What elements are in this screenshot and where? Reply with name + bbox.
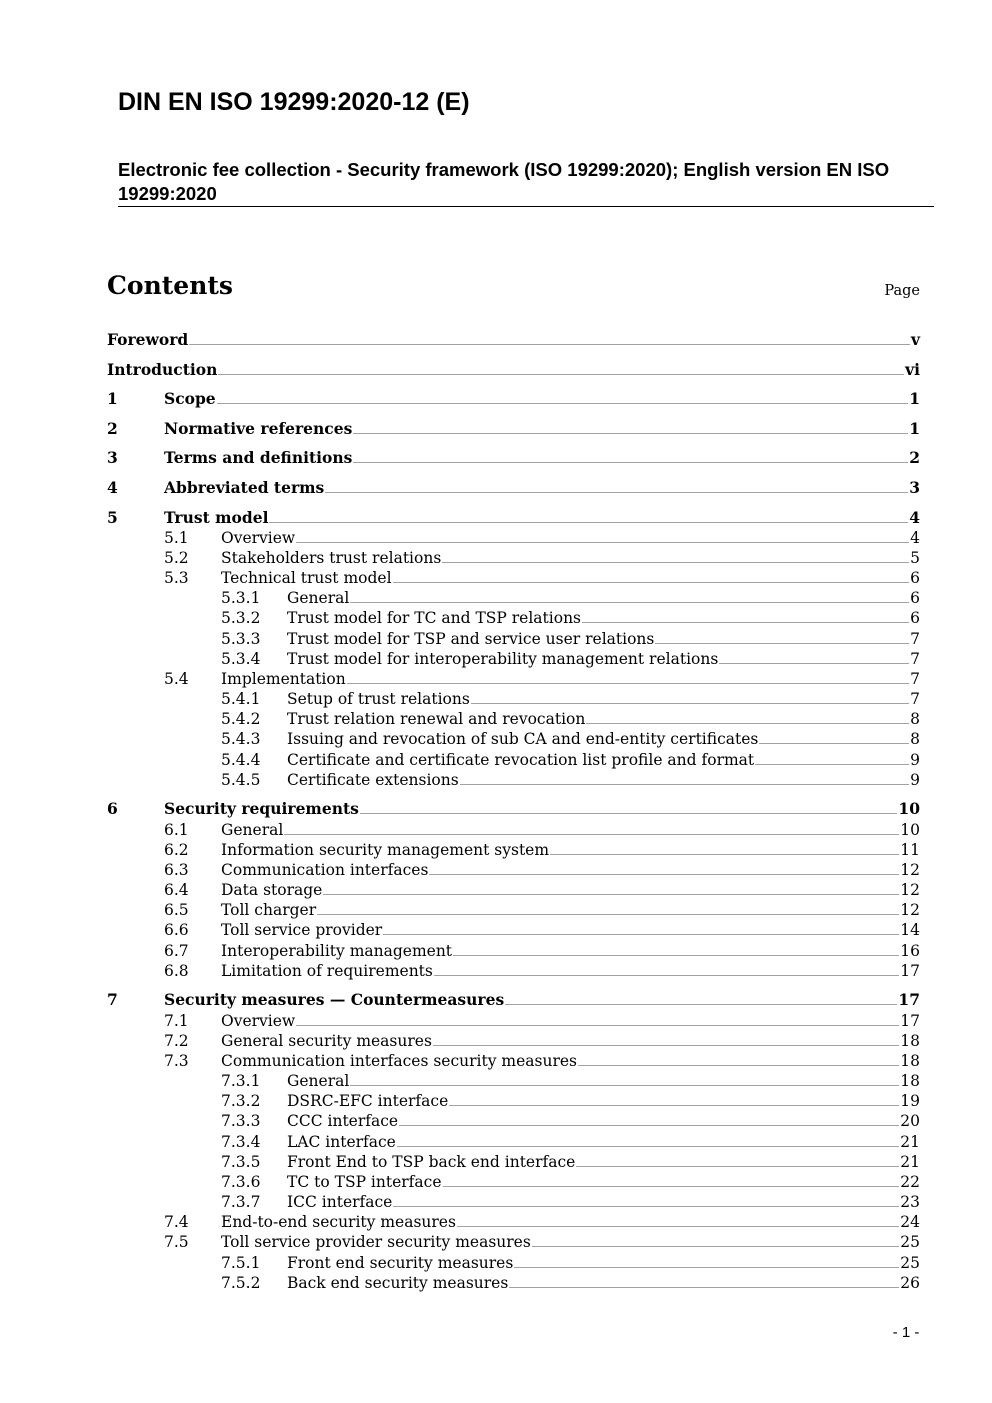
- toc-dot-leader: [218, 374, 904, 375]
- toc-entry-title: Toll charger: [221, 901, 317, 919]
- toc-dot-leader: [353, 433, 908, 434]
- toc-section-number: 7.4: [164, 1213, 189, 1231]
- toc-entry-title: Communication interfaces: [221, 861, 429, 879]
- toc-entry-title: Issuing and revocation of sub CA and end-entity certificates: [287, 730, 759, 748]
- toc-page-number: 8: [910, 730, 920, 748]
- toc-entry[interactable]: [0, 1232, 992, 1252]
- toc-entry[interactable]: [0, 1253, 992, 1273]
- toc-entry-title: DSRC-EFC interface: [287, 1092, 449, 1110]
- toc-page-number: 19: [900, 1092, 920, 1110]
- toc-entry[interactable]: [0, 389, 992, 409]
- toc-section-number: 6.1: [164, 821, 189, 839]
- toc-page-number: 1: [909, 419, 920, 438]
- toc-entry-title: Trust model for interoperability management relations: [287, 650, 719, 668]
- toc-entry-title: Technical trust model: [221, 569, 392, 587]
- toc-page-number: 12: [900, 901, 920, 919]
- page-column-label: Page: [884, 283, 920, 299]
- toc-entry-title: Security requirements: [164, 799, 359, 818]
- toc-entry[interactable]: [0, 629, 992, 649]
- toc-entry[interactable]: [0, 548, 992, 568]
- toc-entry[interactable]: [0, 1011, 992, 1031]
- toc-entry[interactable]: [0, 478, 992, 498]
- toc-dot-leader: [397, 1146, 899, 1147]
- toc-dot-leader: [434, 975, 899, 976]
- toc-page-number: 24: [900, 1213, 920, 1231]
- toc-entry-title: Setup of trust relations: [287, 690, 470, 708]
- toc-page-number: 7: [910, 690, 920, 708]
- toc-page-number: 22: [900, 1173, 920, 1191]
- page-number: - 1 -: [892, 1324, 920, 1341]
- toc-section-number: 5.3.3: [221, 630, 261, 648]
- toc-entry[interactable]: [0, 360, 992, 380]
- toc-section-number: 7.3.1: [221, 1072, 261, 1090]
- toc-section-number: 7.1: [164, 1012, 189, 1030]
- toc-dot-leader: [759, 743, 909, 744]
- toc-section-number: 7.5: [164, 1233, 189, 1251]
- toc-dot-leader: [353, 462, 908, 463]
- toc-page-number: 18: [900, 1072, 920, 1090]
- toc-entry[interactable]: [0, 1192, 992, 1212]
- toc-section-number: 1: [107, 389, 118, 408]
- toc-page-number: v: [910, 330, 920, 349]
- toc-entry-title: LAC interface: [287, 1133, 396, 1151]
- toc-entry[interactable]: [0, 1273, 992, 1293]
- toc-page-number: 20: [900, 1112, 920, 1130]
- toc-dot-leader: [578, 1065, 899, 1066]
- toc-entry[interactable]: [0, 961, 992, 981]
- toc-dot-leader: [443, 1186, 900, 1187]
- toc-entry[interactable]: [0, 1111, 992, 1131]
- toc-dot-leader: [755, 764, 909, 765]
- toc-section-number: 5.4.2: [221, 710, 261, 728]
- toc-section-number: 7.3: [164, 1052, 189, 1070]
- toc-entry[interactable]: [0, 508, 992, 528]
- toc-section-number: 5.4.5: [221, 771, 261, 789]
- toc-section-number: 7.3.2: [221, 1092, 261, 1110]
- toc-entry-title: End-to-end security measures: [221, 1213, 456, 1231]
- toc-entry-title: TC to TSP interface: [287, 1173, 442, 1191]
- toc-entry-title: Implementation: [221, 670, 346, 688]
- toc-page-number: 17: [900, 962, 920, 980]
- toc-entry-title: General: [287, 589, 350, 607]
- toc-dot-leader: [505, 1004, 897, 1005]
- toc-dot-leader: [576, 1166, 899, 1167]
- toc-entry-title: Terms and definitions: [164, 448, 353, 467]
- toc-dot-leader: [325, 492, 908, 493]
- toc-dot-leader: [433, 1045, 899, 1046]
- toc-entry[interactable]: [0, 649, 992, 669]
- toc-page-number: 7: [910, 670, 920, 688]
- toc-dot-leader: [457, 1226, 899, 1227]
- toc-entry-title: Limitation of requirements: [221, 962, 433, 980]
- toc-entry-title: Certificate and certificate revocation list profile and format: [287, 751, 755, 769]
- toc-dot-leader: [460, 784, 909, 785]
- toc-dot-leader: [383, 934, 899, 935]
- toc-entry[interactable]: [0, 1132, 992, 1152]
- toc-dot-leader: [471, 703, 909, 704]
- toc-entry-title: Foreword: [107, 330, 189, 349]
- toc-section-number: 7.3.5: [221, 1153, 261, 1171]
- toc-dot-leader: [532, 1246, 899, 1247]
- toc-page-number: 6: [910, 609, 920, 627]
- toc-entry[interactable]: [0, 528, 992, 548]
- toc-page-number: 25: [900, 1233, 920, 1251]
- toc-dot-leader: [453, 955, 899, 956]
- toc-entry-title: Trust model for TC and TSP relations: [287, 609, 582, 627]
- toc-entry-title: Data storage: [221, 881, 323, 899]
- toc-entry-title: Toll service provider security measures: [221, 1233, 531, 1251]
- toc-section-number: 7.2: [164, 1032, 189, 1050]
- toc-section-number: 3: [107, 448, 118, 467]
- toc-entry[interactable]: [0, 799, 992, 819]
- toc-section-number: 7.3.4: [221, 1133, 261, 1151]
- toc-entry-title: Security measures — Countermeasures: [164, 990, 505, 1009]
- toc-page-number: 4: [910, 529, 920, 547]
- toc-dot-leader: [514, 1267, 899, 1268]
- toc-page-number: 4: [909, 508, 920, 527]
- toc-page-number: 10: [900, 821, 920, 839]
- toc-page-number: 23: [900, 1193, 920, 1211]
- toc-page-number: 17: [898, 990, 920, 1009]
- toc-entry[interactable]: [0, 1031, 992, 1051]
- document-id: DIN EN ISO 19299:2020-12 (E): [118, 88, 470, 116]
- toc-entry-title: Toll service provider: [221, 921, 383, 939]
- toc-section-number: 6.2: [164, 841, 189, 859]
- toc-entry-title: Back end security measures: [287, 1274, 509, 1292]
- toc-section-number: 4: [107, 478, 118, 497]
- toc-entry[interactable]: [0, 920, 992, 940]
- toc-dot-leader: [296, 1025, 899, 1026]
- toc-page-number: 25: [900, 1254, 920, 1272]
- toc-page-number: 14: [900, 921, 920, 939]
- toc-entry[interactable]: [0, 1212, 992, 1232]
- toc-dot-leader: [550, 854, 899, 855]
- toc-page-number: 11: [900, 841, 920, 859]
- toc-page-number: 2: [909, 448, 920, 467]
- toc-entry-title: General: [287, 1072, 350, 1090]
- toc-dot-leader: [586, 723, 909, 724]
- toc-dot-leader: [217, 403, 909, 404]
- toc-dot-leader: [296, 542, 909, 543]
- toc-dot-leader: [360, 813, 898, 814]
- toc-entry-title: Front End to TSP back end interface: [287, 1153, 576, 1171]
- toc-entry[interactable]: [0, 689, 992, 709]
- toc-page-number: 6: [910, 589, 920, 607]
- toc-dot-leader: [393, 582, 910, 583]
- toc-section-number: 7.5.2: [221, 1274, 261, 1292]
- toc-dot-leader: [347, 683, 909, 684]
- toc-section-number: 5.3.2: [221, 609, 261, 627]
- toc-entry-title: Scope: [164, 389, 216, 408]
- toc-entry-title: Introduction: [107, 360, 218, 379]
- toc-section-number: 5.3.1: [221, 589, 261, 607]
- toc-page-number: 21: [900, 1153, 920, 1171]
- toc-entry-title: Stakeholders trust relations: [221, 549, 442, 567]
- toc-page-number: 3: [909, 478, 920, 497]
- toc-entry[interactable]: [0, 770, 992, 790]
- toc-dot-leader: [509, 1287, 899, 1288]
- toc-entry[interactable]: [0, 709, 992, 729]
- toc-page-number: 7: [910, 630, 920, 648]
- toc-section-number: 5.3: [164, 569, 189, 587]
- toc-page-number: 26: [900, 1274, 920, 1292]
- toc-section-number: 5.4: [164, 670, 189, 688]
- toc-entry[interactable]: [0, 1051, 992, 1071]
- toc-page-number: 9: [910, 751, 920, 769]
- toc-page-number: 12: [900, 861, 920, 879]
- toc-page-number: 5: [910, 549, 920, 567]
- toc-dot-leader: [582, 622, 909, 623]
- toc-dot-leader: [429, 874, 899, 875]
- toc-page-number: 8: [910, 710, 920, 728]
- toc-section-number: 6.3: [164, 861, 189, 879]
- toc-dot-leader: [442, 562, 909, 563]
- toc-section-number: 6.7: [164, 942, 189, 960]
- toc-entry-title: Interoperability management: [221, 942, 453, 960]
- toc-dot-leader: [449, 1105, 899, 1106]
- toc-section-number: 5.4.3: [221, 730, 261, 748]
- toc-entry-title: Trust model for TSP and service user relations: [287, 630, 655, 648]
- toc-page-number: 21: [900, 1133, 920, 1151]
- toc-section-number: 6.4: [164, 881, 189, 899]
- toc-entry-title: Normative references: [164, 419, 353, 438]
- toc-entry-title: Abbreviated terms: [164, 478, 325, 497]
- toc-dot-leader: [719, 663, 909, 664]
- toc-page-number: 7: [910, 650, 920, 668]
- toc-entry[interactable]: [0, 880, 992, 900]
- toc-page-number: 16: [900, 942, 920, 960]
- toc-entry-title: Communication interfaces security measures: [221, 1052, 577, 1070]
- toc-entry-title: Front end security measures: [287, 1254, 514, 1272]
- toc-entry-title: Information security management system: [221, 841, 550, 859]
- toc-section-number: 7.3.3: [221, 1112, 261, 1130]
- toc-entry-title: General: [221, 821, 284, 839]
- toc-page-number: 1: [909, 389, 920, 408]
- toc-page-number: 9: [910, 771, 920, 789]
- toc-entry-title: General security measures: [221, 1032, 432, 1050]
- toc-entry[interactable]: [0, 750, 992, 770]
- toc-entry[interactable]: [0, 669, 992, 689]
- toc-page-number: 18: [900, 1032, 920, 1050]
- toc-entry[interactable]: [0, 1152, 992, 1172]
- toc-page-number: 6: [910, 569, 920, 587]
- toc-entry-title: Overview: [221, 1012, 296, 1030]
- toc-dot-leader: [350, 1085, 899, 1086]
- toc-dot-leader: [317, 914, 899, 915]
- toc-entry[interactable]: [0, 608, 992, 628]
- toc-section-number: 5.4.4: [221, 751, 261, 769]
- toc-entry[interactable]: [0, 820, 992, 840]
- toc-dot-leader: [350, 602, 909, 603]
- toc-page-number: 12: [900, 881, 920, 899]
- toc-section-number: 5.3.4: [221, 650, 261, 668]
- toc-dot-leader: [399, 1125, 899, 1126]
- toc-section-number: 5.1: [164, 529, 189, 547]
- toc-section-number: 7: [107, 990, 118, 1009]
- toc-page-number: 17: [900, 1012, 920, 1030]
- document-subtitle: Electronic fee collection - Security framework (ISO 19299:2020); English version EN ISO 19299:2020: [118, 159, 890, 204]
- toc-entry[interactable]: [0, 900, 992, 920]
- toc-section-number: 5: [107, 508, 118, 527]
- toc-entry[interactable]: [0, 1071, 992, 1091]
- toc-entry-title: Trust relation renewal and revocation: [287, 710, 586, 728]
- toc-entry-title: Overview: [221, 529, 296, 547]
- toc-page-number: 10: [898, 799, 920, 818]
- toc-section-number: 6.8: [164, 962, 189, 980]
- toc-entry[interactable]: [0, 860, 992, 880]
- toc-dot-leader: [284, 834, 899, 835]
- toc-section-number: 6.6: [164, 921, 189, 939]
- toc-section-number: 5.4.1: [221, 690, 261, 708]
- contents-heading: Contents: [107, 271, 234, 300]
- toc-entry[interactable]: [0, 990, 992, 1010]
- toc-section-number: 5.2: [164, 549, 189, 567]
- toc-entry[interactable]: [0, 1091, 992, 1111]
- toc-entry[interactable]: [0, 568, 992, 588]
- toc-entry[interactable]: [0, 729, 992, 749]
- toc-entry-title: CCC interface: [287, 1112, 399, 1130]
- toc-entry[interactable]: [0, 1172, 992, 1192]
- toc-entry-title: Certificate extensions: [287, 771, 459, 789]
- toc-entry-title: ICC interface: [287, 1193, 393, 1211]
- toc-dot-leader: [269, 522, 908, 523]
- toc-section-number: 7.5.1: [221, 1254, 261, 1272]
- toc-section-number: 2: [107, 419, 118, 438]
- toc-dot-leader: [323, 894, 899, 895]
- toc-page-number: vi: [905, 360, 920, 379]
- toc-entry-title: Trust model: [164, 508, 269, 527]
- toc-entry[interactable]: [0, 330, 992, 350]
- toc-entry[interactable]: [0, 588, 992, 608]
- toc-entry[interactable]: [0, 941, 992, 961]
- toc-section-number: 7.3.6: [221, 1173, 261, 1191]
- toc-section-number: 7.3.7: [221, 1193, 261, 1211]
- toc-entry[interactable]: [0, 419, 992, 439]
- toc-entry[interactable]: [0, 448, 992, 468]
- toc-page-number: 18: [900, 1052, 920, 1070]
- toc-section-number: 6: [107, 799, 118, 818]
- toc-entry[interactable]: [0, 840, 992, 860]
- toc-dot-leader: [655, 643, 909, 644]
- toc-section-number: 6.5: [164, 901, 189, 919]
- toc-dot-leader: [393, 1206, 899, 1207]
- toc-dot-leader: [189, 344, 910, 345]
